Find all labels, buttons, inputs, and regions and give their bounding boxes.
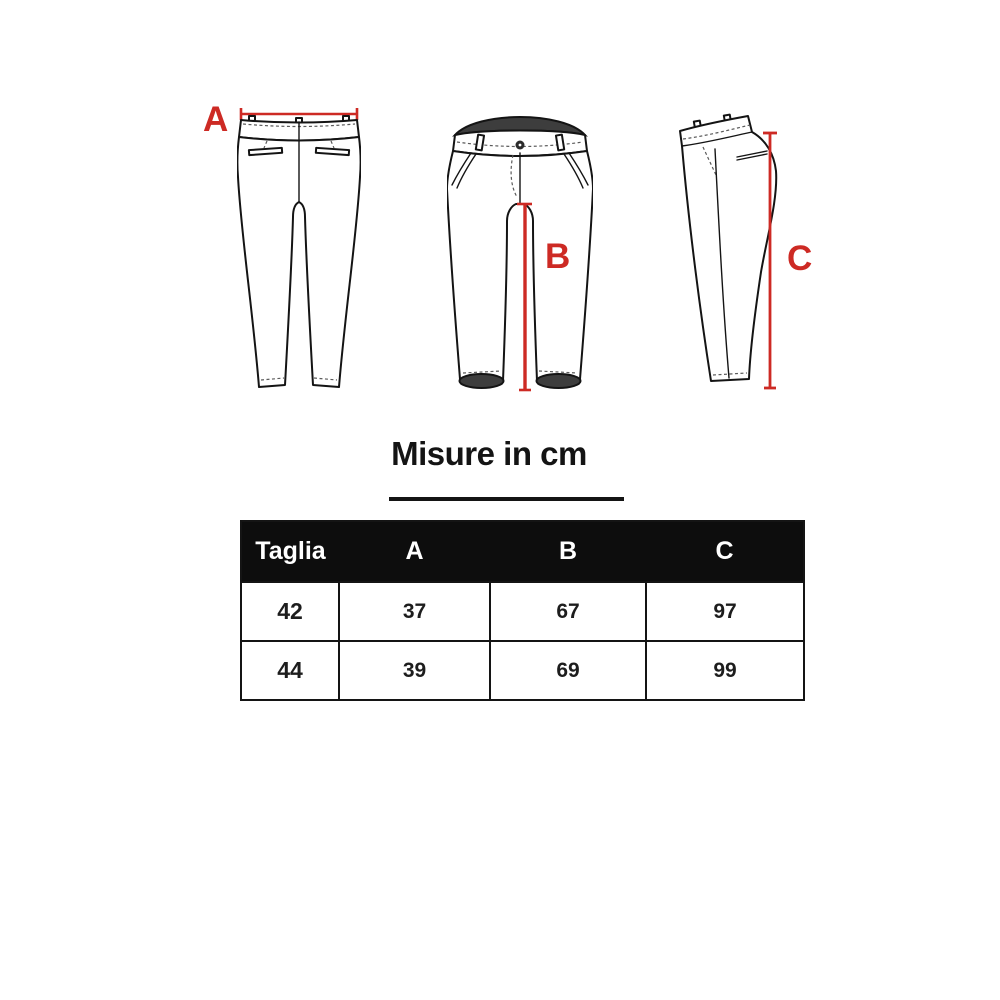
size-cell-taglia: 44 xyxy=(241,641,339,700)
size-table-header-c: C xyxy=(646,521,804,582)
measurement-label-c: C xyxy=(787,239,813,278)
size-table xyxy=(240,520,805,701)
pants-back-view-drawing xyxy=(237,103,361,399)
size-table-header-a: A xyxy=(339,521,490,582)
size-table-header-b: B xyxy=(490,521,646,582)
measurement-label-b: B xyxy=(545,237,571,276)
inseam-line-b xyxy=(517,204,532,390)
size-cell-a: 37 xyxy=(339,582,490,641)
title-underline xyxy=(389,497,624,501)
pants-back-outline xyxy=(237,116,360,387)
size-table-header-row xyxy=(241,521,804,582)
size-cell-a: 39 xyxy=(339,641,490,700)
size-table-header-taglia: Taglia xyxy=(241,521,339,582)
pants-side-view-drawing xyxy=(671,107,783,395)
measurement-label-a: A xyxy=(203,100,229,139)
pants-front-view-drawing xyxy=(447,109,593,399)
size-cell-c: 97 xyxy=(646,582,804,641)
size-table-row-42 xyxy=(241,582,804,641)
page-title: Misure in cm xyxy=(391,435,587,472)
size-table-row-44 xyxy=(241,641,804,700)
size-cell-c: 99 xyxy=(646,641,804,700)
pants-front-outline xyxy=(447,117,593,388)
size-cell-taglia: 42 xyxy=(241,582,339,641)
size-cell-b: 69 xyxy=(490,641,646,700)
size-cell-b: 67 xyxy=(490,582,646,641)
pants-side-outline xyxy=(680,115,776,381)
